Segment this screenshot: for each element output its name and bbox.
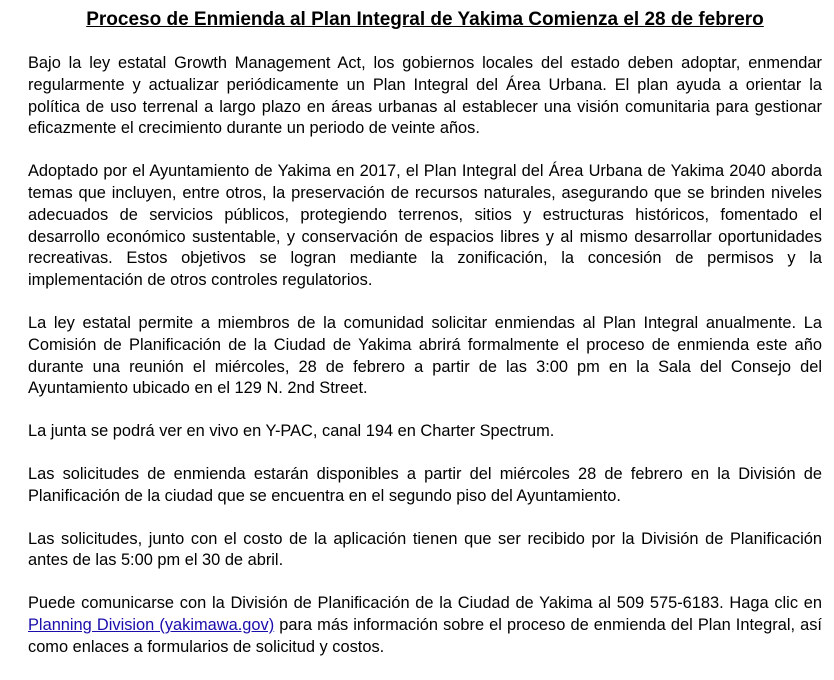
contact-text-after-link: para más información sobre el proceso de enmienda del Plan Integral, así como enlaces a formularios de solicitud y costos. [28, 615, 822, 656]
document [28, 7, 822, 680]
paragraph-plan-2040: Adoptado por el Ayuntamiento de Yakima en 2017, el Plan Integral del Área Urbana de Yakima 2040 aborda temas que incluyen, entre otros, la preservación de recursos naturales, asegurando que se brinden niveles adecuados de servicios públicos, protegiendo terrenos, sitios y estructuras históricos, fomentado el desarrollo económico sustentable, y conservación de espacios libres y al mismo desarrollar oportunidades recreativas. Estos objetivos se logran mediante la zonificación, la concesión de permisos y la implementación de otros controles regulatorios. [28, 162, 822, 290]
paragraph-applications-available: Las solicitudes de enmienda estarán disponibles a partir del miércoles 28 de febrero en la División de Planificación de la ciudad que se encuentra en el segundo piso del Ayuntamiento. [28, 464, 822, 505]
paragraph-application-deadline: Las solicitudes, junto con el costo de la aplicación tienen que ser recibido por la División de Planificación antes de las 5:00 pm el 30 de abril. [28, 529, 822, 570]
paragraph-amendment-process: La ley estatal permite a miembros de la comunidad solicitar enmiendas al Plan Integral anualmente. La Comisión de Planificación de la Ciudad de Yakima abrirá formalmente el proceso de enmienda este año durante una reunión el miércoles, 28 de febrero a partir de las 3:00 pm en la Sala del Consejo del Ayuntamiento ubicado en el 129 N. 2nd Street. [28, 313, 822, 398]
paragraph-live-broadcast: La junta se podrá ver en vivo en Y-PAC, canal 194 en Charter Spectrum. [28, 422, 555, 441]
paragraph-growth-management: Bajo la ley estatal Growth Management Act, los gobiernos locales del estado deben adoptar, enmendar regularmente y actualizar periódicamente un Plan Integral del Área Urbana. El plan ayuda a orientar la política de uso terrenal a largo plazo en áreas urbanas al establecer una visión comunitaria para gestionar eficazmente el crecimiento durante un periodo de veinte años. [28, 54, 822, 138]
contact-text-before-link: Puede comunicarse con la División de Planificación de la Ciudad de Yakima al 509 575-6183. Haga clic en [28, 594, 822, 613]
paragraph-contact [28, 593, 822, 658]
planning-division-link[interactable]: Planning Division (yakimawa.gov) [28, 615, 275, 634]
document-title: Proceso de Enmienda al Plan Integral de Yakima Comienza el 28 de febrero [86, 9, 764, 30]
